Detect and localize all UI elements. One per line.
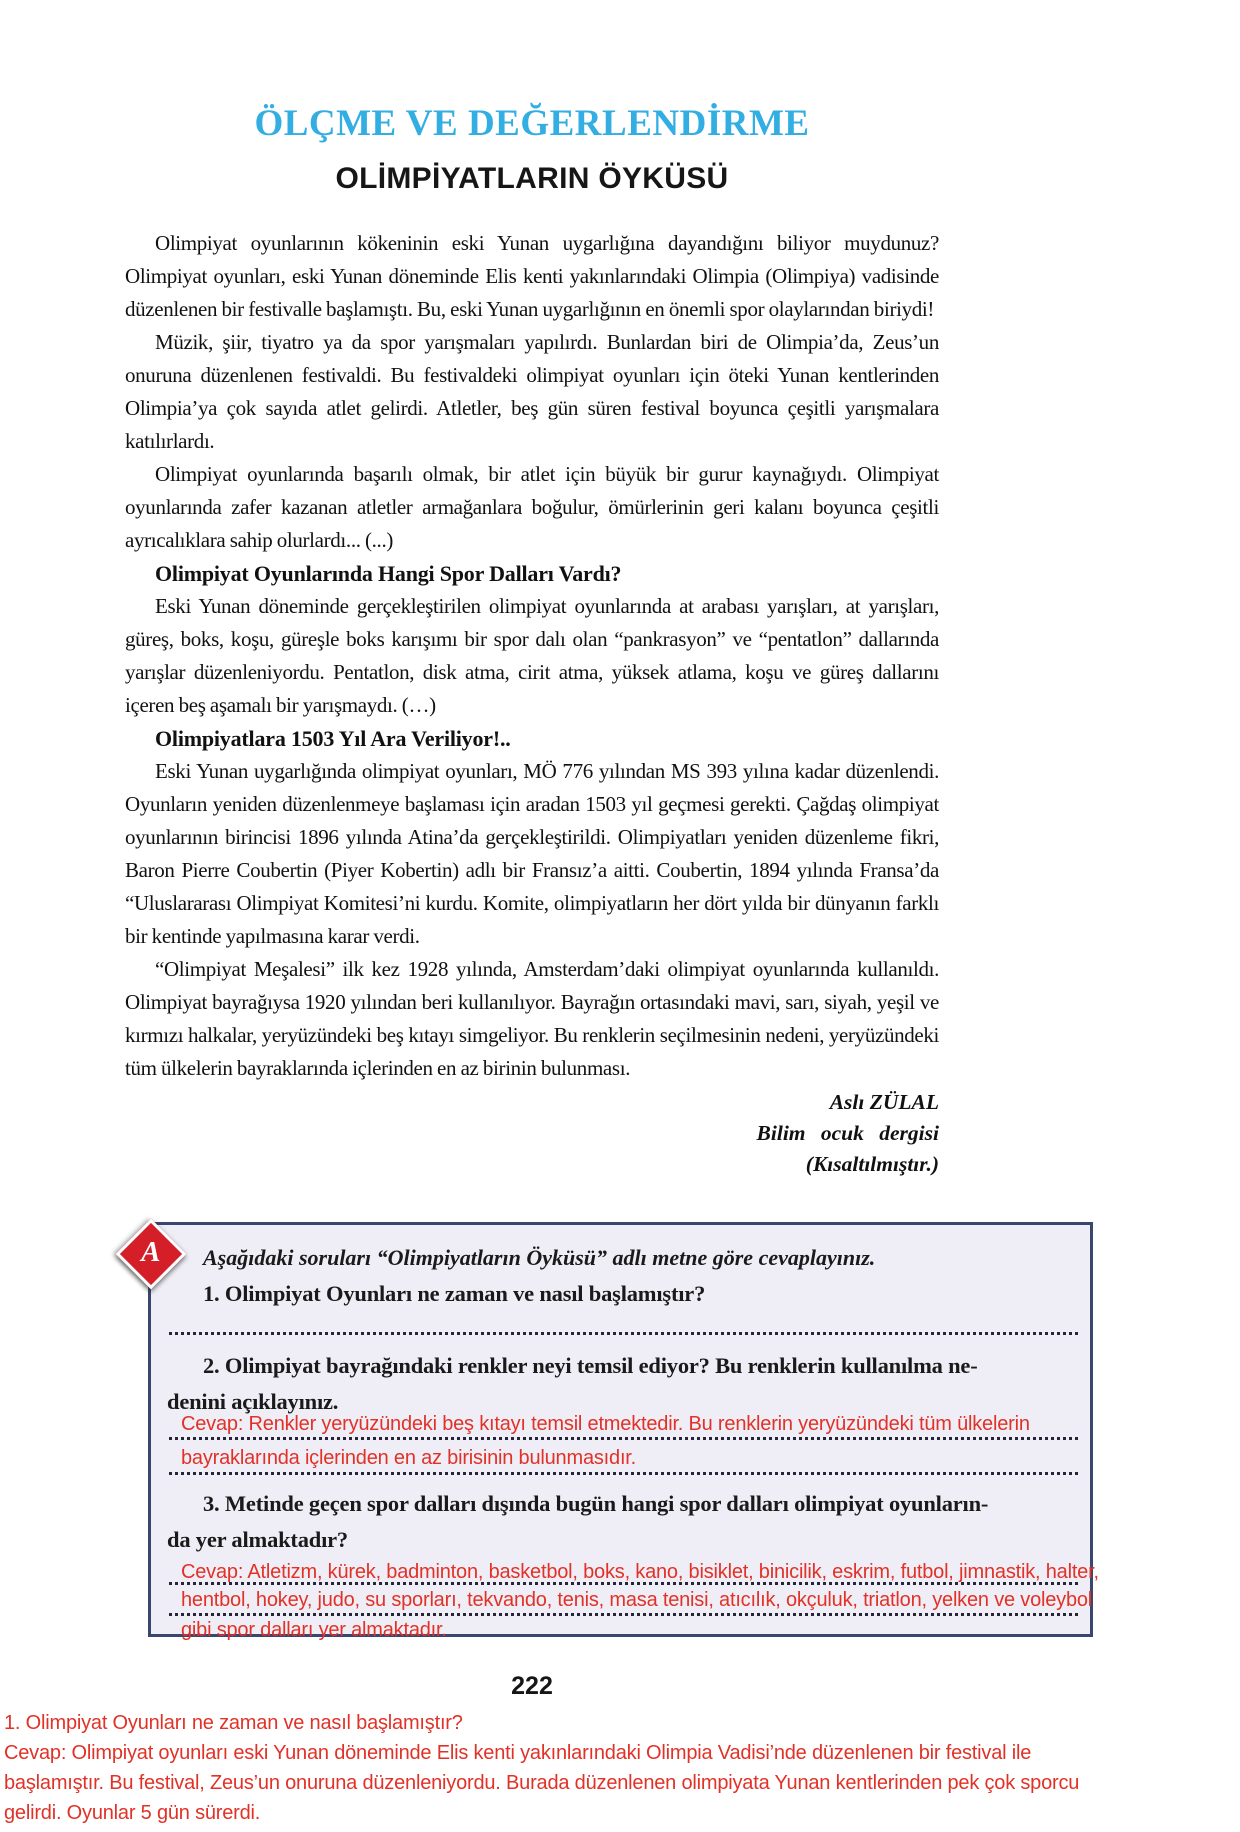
author-block [125, 1087, 939, 1180]
paragraph-1: Olimpiyat oyunlarının kökeninin eski Yunan uygarlığına dayandığını biliyor muydunuz? Olimpiyat oyunları, eski Yunan döneminde Elis kenti yakınlarındaki Olimpia (Olimpiya) vadisinde düzenlenen bir festivalle başlamıştı. Bu, eski Yunan uygarlığının en önemli spor olaylarından biriydi! [125, 231, 939, 321]
answer-2-line1: Cevap: Renkler yeryüzündeki beş kıtayı temsil etmektedir. Bu renklerin yeryüzündeki tüm ülkelerin [181, 1413, 1030, 1435]
paragraph-2: Müzik, şiir, tiyatro ya da spor yarışmaları yapılırdı. Bunlardan biri de Olimpia’da, Zeus’un onuruna düzenlenen festivaldi. Bu festivaldeki olimpiyat oyunları için öteki Yunan kentlerinden Olimpia’ya çok sayıda atlet gelirdi. Atletler, beş gün süren festival boyunca çeşitli yarışmalara katılırlardı. [125, 330, 939, 453]
page-number: 222 [511, 1672, 553, 1700]
paragraph-3: Olimpiyat oyunlarında başarılı olmak, bir atlet için büyük bir gurur kaynağıydı. Olimpiyat oyunlarında zafer kazanan atletler armağanlara boğulur, ömürlerinin geri kalanı boyunca çeşitli ayrıcalıklara sahip olurlardı... (...) [125, 462, 939, 552]
paragraph-4: Eski Yunan döneminde gerçekleştirilen olimpiyat oyunlarında at arabası yarışları, at yarışları, güreş, boks, koşu, güreşle boks karışımı bir spor dalı olan “pankrasyon” ve “pentatlon” dallarında yarışlar düzenleniyordu. Pentatlon, disk atma, cirit atma, yüksek atlama, koşu ve güreş dallarını içeren beş aşamalı bir yarışmaydı. (…) [125, 594, 939, 717]
question-box [148, 1222, 1099, 1641]
text-title: OLİMPİYATLARIN ÖYKÜSÜ [335, 162, 729, 195]
subheading-sports: Olimpiyat Oyunlarında Hangi Spor Dalları Vardı? [155, 561, 622, 586]
answer-line-blank [169, 1332, 1078, 1335]
answer-line-dots [169, 1582, 1078, 1585]
answer-2-line2: bayraklarında içlerinden en az birisinin bulunmasıdır. [181, 1447, 637, 1469]
question-3-line2: da yer almaktadır? [167, 1527, 348, 1552]
paragraph-6: “Olimpiyat Meşalesi” ilk kez 1928 yılında, Amsterdam’daki olimpiyat oyunlarında kullanıldı. Olimpiyat bayrağıysa 1920 yılından beri kullanılıyor. Bayrağın ortasındaki mavi, sarı, siyah, yeşil ve kırmızı halkalar, yeryüzündeki beş kıtayı simgeliyor. Bu renklerin seçilmesinin nedeni, yeryüzündeki tüm ülkelerin bayraklarında içlerinden en az birinin bulunması. [125, 957, 939, 1080]
answer-line-dots [169, 1437, 1078, 1440]
question-3-line1: 3. Metinde geçen spor dalları dışında bugün hangi spor dalları olimpiyat oyunların- [203, 1491, 989, 1516]
question-box-intro: Aşağıdaki soruları “Olimpiyatların Öyküsü” adlı metne göre cevaplayınız. [203, 1245, 876, 1270]
subheading-break: Olimpiyatlara 1503 Yıl Ara Veriliyor!.. [155, 726, 511, 751]
note-question-1: 1. Olimpiyat Oyunları ne zaman ve nasıl başlamıştır? [4, 1712, 463, 1734]
author-note: (Kısaltılmıştır.) [805, 1152, 939, 1176]
author-source: Bilim ocuk dergisi [756, 1121, 939, 1145]
handwritten-notes [4, 1708, 1236, 1828]
answer-3-line1: Cevap: Atletizm, kürek, badminton, basketbol, boks, kano, bisiklet, binicilik, eskrim, futbol, jimnastik, halter, [181, 1561, 1099, 1583]
note-answer-line3: gelirdi. Oyunlar 5 gün sürerdi. [4, 1802, 261, 1824]
author-name: Aslı ZÜLAL [829, 1090, 939, 1114]
answer-line-dots [169, 1613, 1078, 1616]
question-2-line2: denini açıklayınız. [167, 1389, 339, 1414]
paragraph-5: Eski Yunan uygarlığında olimpiyat oyunları, MÖ 776 yılından MS 393 yılına kadar düzenlendi. Oyunların yeniden düzenlenmeye başlaması için aradan 1503 yıl geçmesi gerekti. Çağdaş olimpiyat oyunlarının birincisi 1896 yılında Atina’da gerçekleştirildi. Olimpiyatları yeniden düzenleme fikri, Baron Pierre Coubertin (Piyer Kobertin) adlı bir Fransız’a aitti. Coubertin, 1894 yılında Fransa’da “Uluslararası Olimpiyat Komitesi’ni kurdu. Komite, olimpiyatların her dört yılda bir dünyanın farklı bir kentinde yapılmasına karar verdi. [125, 759, 939, 948]
note-answer-line2: başlamıştır. Bu festival, Zeus’un onuruna düzenleniyordu. Burada düzenlenen olimpiyata Yunan kentlerinden pek çok sporcu [4, 1772, 1080, 1794]
question-1: 1. Olimpiyat Oyunları ne zaman ve nasıl başlamıştır? [203, 1281, 706, 1306]
note-answer-line1: Cevap: Olimpiyat oyunları eski Yunan döneminde Elis kenti yakınlarındaki Olimpia Vadisi’nde düzenlenen bir festival ile [4, 1742, 1032, 1764]
badge-letter: A [141, 1236, 161, 1268]
answer-3-line3: gibi spor dalları yer almaktadır. [181, 1619, 447, 1641]
question-2-line1: 2. Olimpiyat bayrağındaki renkler neyi temsil ediyor? Bu renklerin kullanılma ne- [203, 1353, 978, 1378]
section-title: ÖLÇME VE DEĞERLENDİRME [254, 103, 810, 144]
article-column [125, 103, 939, 1180]
answer-line-dots [169, 1472, 1078, 1475]
answer-3-line2: hentbol, hokey, judo, su sporları, tekvando, tenis, masa tenisi, atıcılık, okçuluk, triatlon, yelken ve voleybol [181, 1589, 1093, 1611]
